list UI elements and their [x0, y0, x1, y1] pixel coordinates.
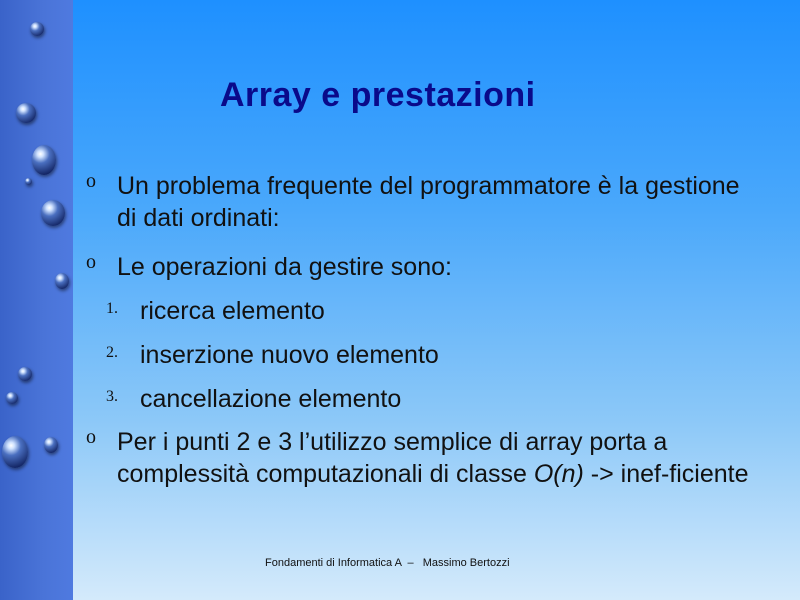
bullet-text-part: -> inef-ficiente	[583, 460, 749, 488]
decorative-sidebar	[0, 0, 73, 600]
bubble-decoration	[6, 392, 18, 404]
slide-title: Array e prestazioni	[220, 76, 536, 114]
bullet-text	[117, 426, 757, 490]
slide-footer: Fondamenti di Informatica A – Massimo Bertozzi	[265, 557, 510, 569]
item-text: ricerca elemento	[140, 297, 325, 325]
bullet-marker: o	[86, 251, 96, 273]
bubble-decoration	[18, 367, 32, 381]
bubble-decoration	[2, 436, 28, 468]
item-text: cancellazione elemento	[140, 385, 402, 413]
bullet-text-part: Per i punti 2 e 3 l’utilizzo semplice di array porta a complessità computazionali di classe	[117, 428, 668, 488]
bubble-decoration	[41, 200, 65, 226]
item-text: inserzione nuovo elemento	[140, 341, 439, 369]
item-number: 3.	[106, 388, 118, 405]
bullet-text: Le operazioni da gestire sono:	[117, 253, 452, 281]
bubble-decoration	[30, 22, 44, 36]
bubble-decoration	[55, 273, 69, 289]
item-number: 1.	[106, 300, 118, 317]
bullet-marker: o	[86, 426, 96, 448]
item-number: 2.	[106, 344, 118, 361]
bullet-marker: o	[86, 170, 96, 192]
bubble-decoration	[44, 437, 58, 453]
complexity-notation: O(n)	[533, 460, 584, 488]
bubble-decoration	[32, 145, 56, 175]
bubble-decoration	[25, 178, 32, 185]
bubble-decoration	[16, 103, 36, 123]
bullet-text: Un problema frequente del programmatore è la gestione di dati ordinati:	[117, 172, 740, 232]
